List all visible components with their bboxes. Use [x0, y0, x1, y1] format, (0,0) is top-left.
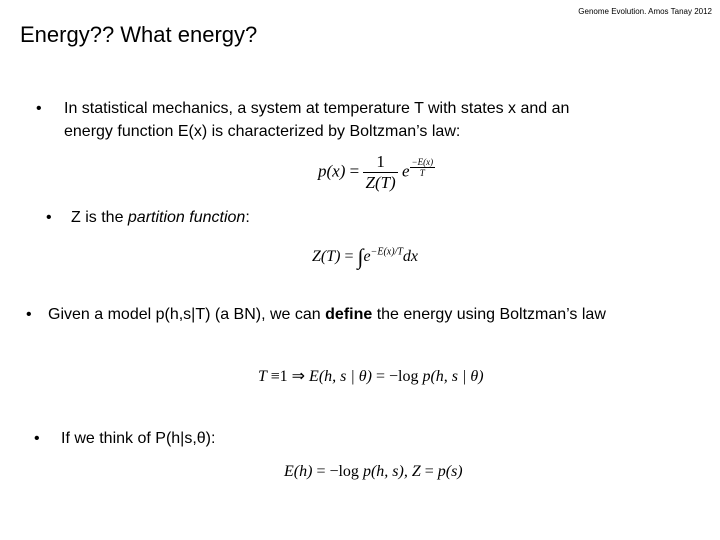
- bullet-2-marker: •: [46, 209, 52, 226]
- energy-definition-equation: T ≡1 ⇒ E(h, s | θ) = −log p(h, s | θ): [258, 368, 484, 385]
- bullet-3-lead: Given a model p(h,s|T) (a BN), we can: [48, 306, 326, 323]
- slide-credit: Genome Evolution. Amos Tanay 2012: [578, 7, 712, 16]
- bullet-2-text: [71, 206, 250, 229]
- boltzmann-equation: p(x) = $\frac{1}{Z(T)}$ e $^{\frac{-E(x)}{T}}$: [318, 152, 434, 192]
- bullet-3-text: [48, 303, 606, 326]
- bullet-1-text: [64, 97, 569, 143]
- bullet-3-tail: the energy using Boltzman’s law: [372, 306, 606, 323]
- bullet-3-marker: •: [26, 306, 32, 323]
- bullet-4-marker: •: [34, 430, 40, 447]
- bullet-4-text: If we think of P(h|s,θ):: [61, 430, 216, 447]
- slide-title: Energy?? What energy?: [20, 22, 258, 47]
- conditional-energy-equation: E(h) = −log p(h, s), Z = p(s): [284, 463, 463, 480]
- bullet-2-lead: Z is the: [71, 209, 128, 226]
- define-term: define: [325, 306, 373, 323]
- bullet-1-line-2: energy function E(x) is characterized by Boltzman’s law:: [64, 123, 461, 140]
- partition-function-term: partition function: [127, 209, 246, 226]
- partition-function-equation: $Z(T) = \int e^{-E(x)/T}dx$: [312, 244, 419, 269]
- bullet-2-tail: :: [245, 209, 250, 226]
- bullet-1-marker: •: [36, 100, 42, 117]
- bullet-1-line-1: In statistical mechanics, a system at temperature T with states x and an: [64, 100, 570, 117]
